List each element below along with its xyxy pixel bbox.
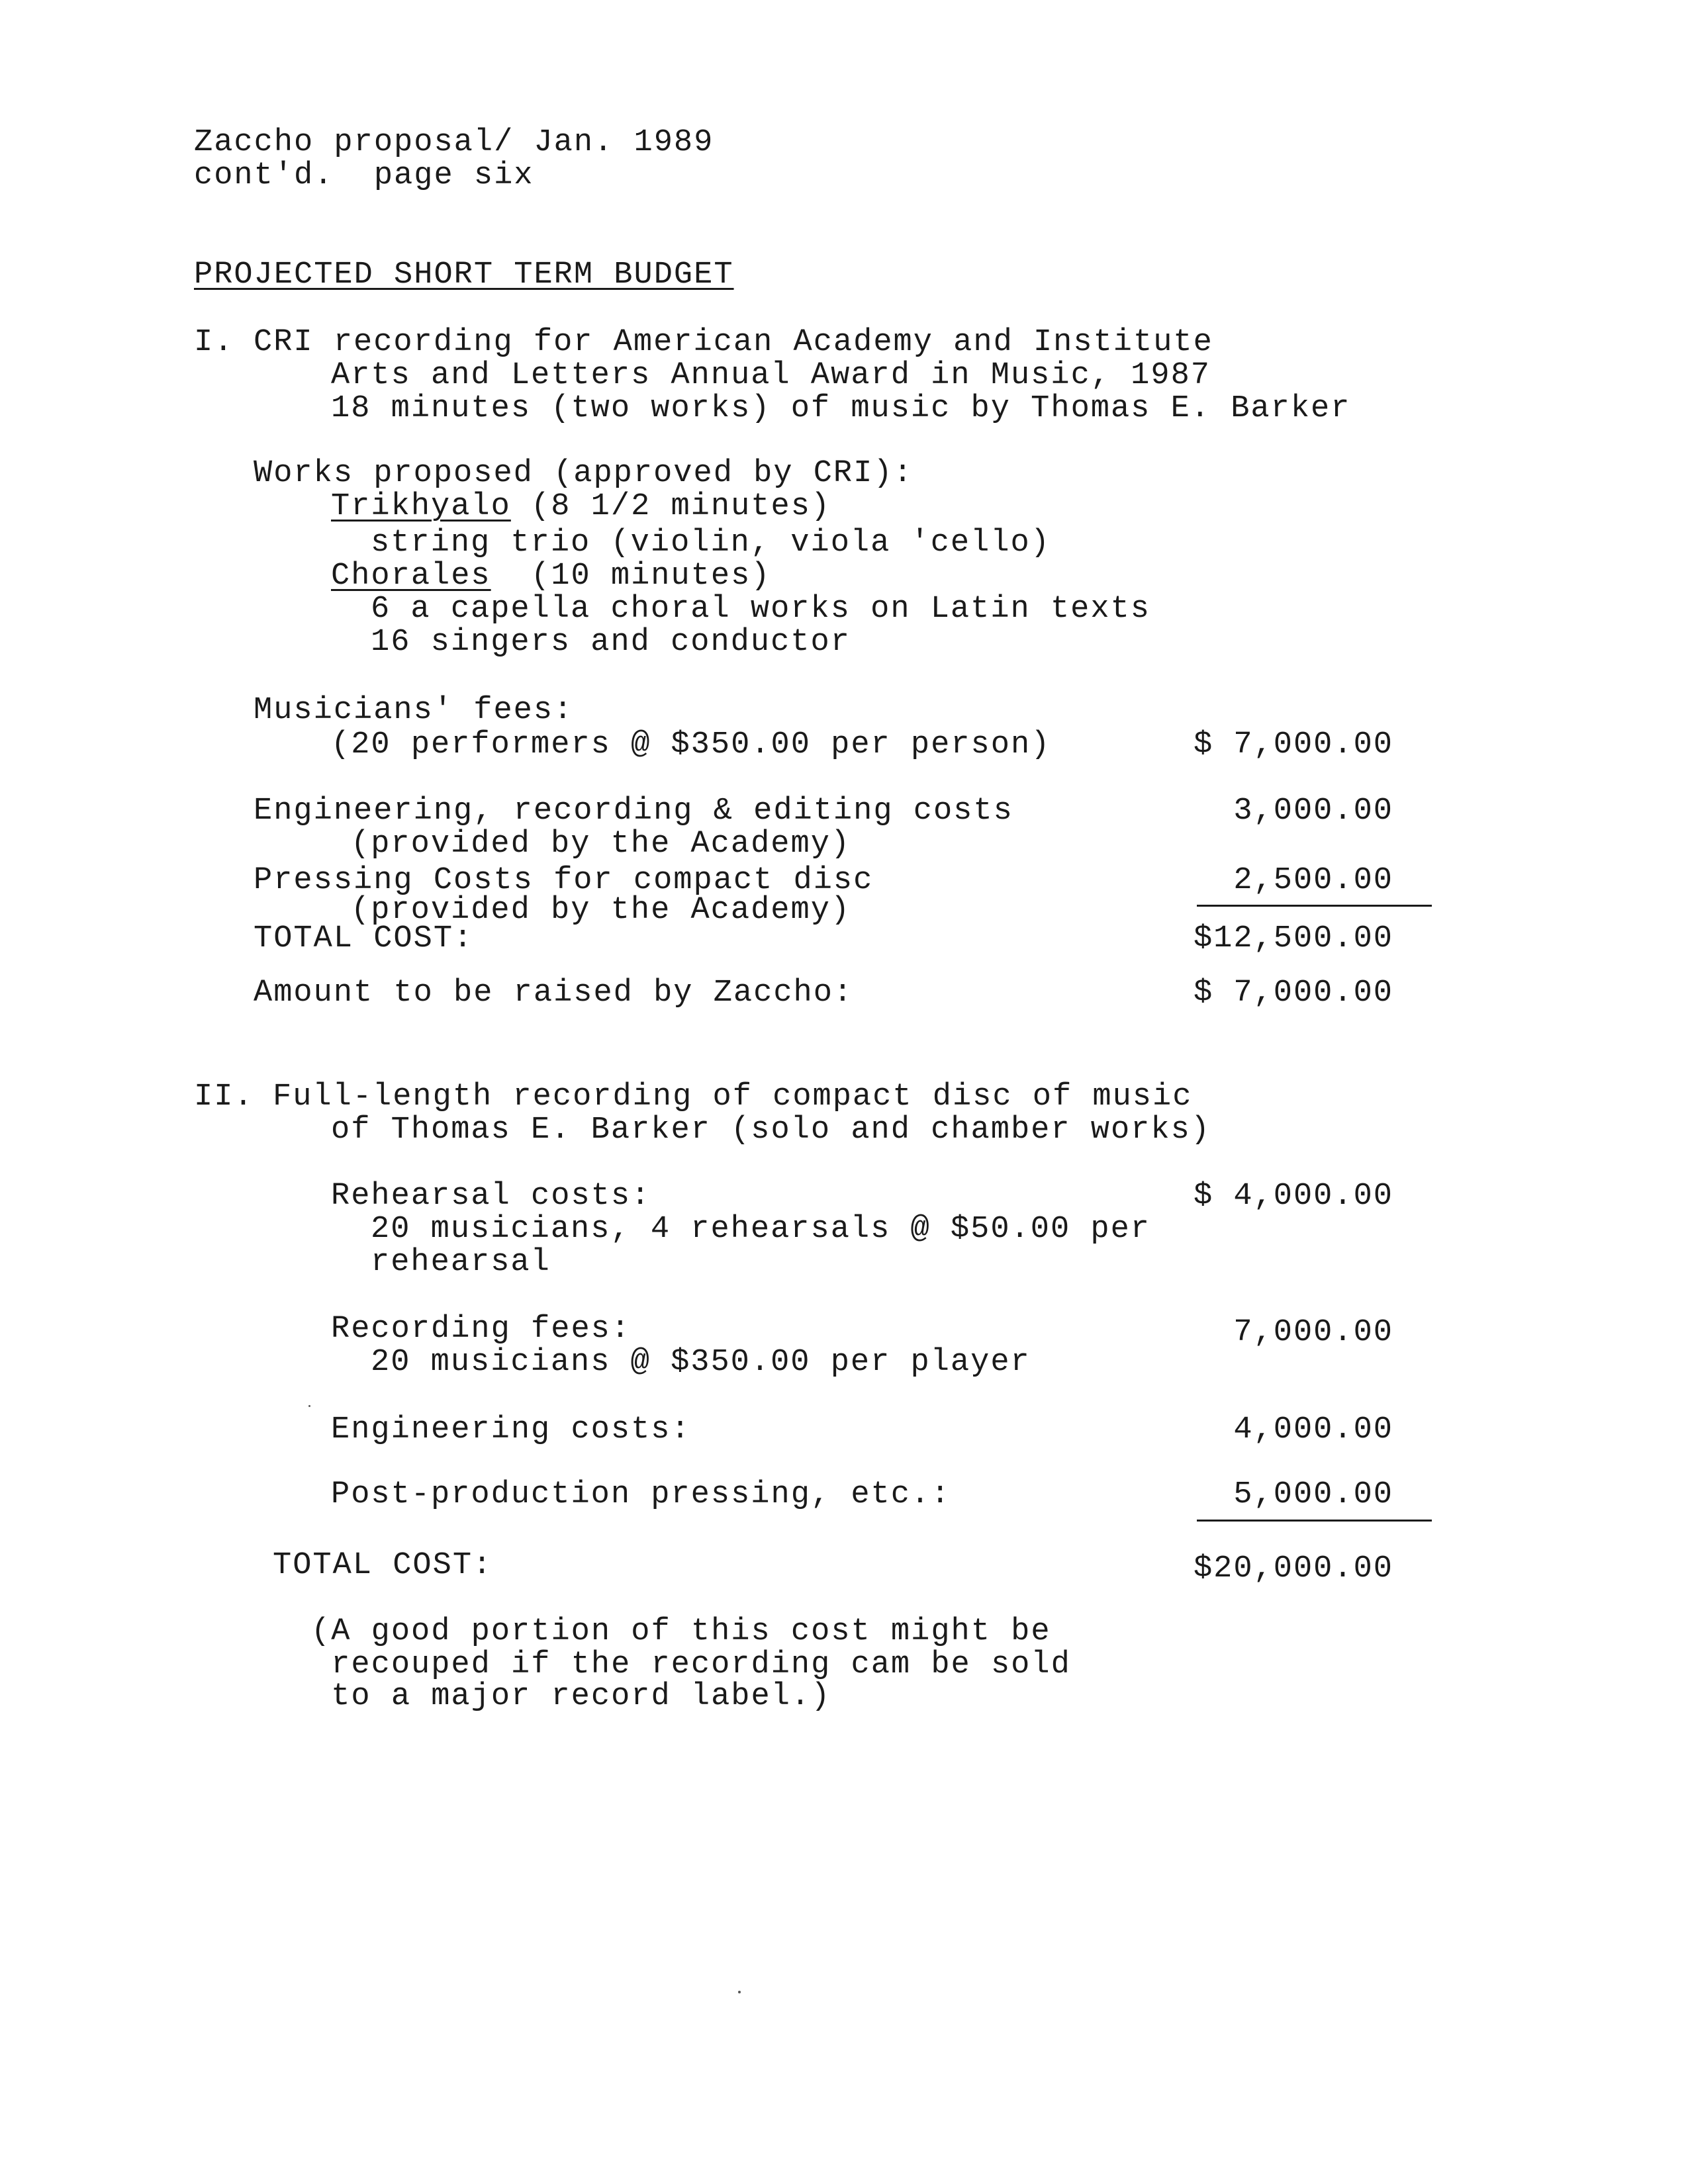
raised-label: Amount to be raised by Zaccho:: [254, 976, 854, 1011]
recording-fees-label: Recording fees:: [331, 1312, 632, 1347]
section1-heading: CRI recording for American Academy and Institute: [254, 325, 1213, 360]
engineering-note: (provided by the Academy): [351, 827, 851, 862]
pressing-amount: 2,500.00: [1233, 863, 1393, 898]
section2-heading: Full-length recording of compact disc of music: [273, 1079, 1193, 1115]
section1-line-3: 18 minutes (two works) of music by Thomas E. Barker: [331, 391, 1351, 426]
work1-description: string trio (violin, viola 'cello): [371, 525, 1051, 561]
rehearsal-detail-1: 20 musicians, 4 rehearsals @ $50.00 per: [371, 1212, 1150, 1247]
section2-numeral: II.: [194, 1079, 254, 1115]
rehearsal-amount: $ 4,000.00: [1193, 1179, 1393, 1214]
recording-fees-amount: 7,000.00: [1233, 1315, 1393, 1350]
recording-fees-detail: 20 musicians @ $350.00 per player: [371, 1345, 1031, 1380]
work2-line: [331, 559, 771, 594]
section2-total-label: TOTAL COST:: [273, 1548, 493, 1583]
note-line-1: (A good portion of this cost might be: [311, 1614, 1051, 1649]
section2-engineering-label: Engineering costs:: [331, 1412, 691, 1447]
section2-engineering-amount: 4,000.00: [1233, 1412, 1393, 1447]
work1-line: [331, 490, 831, 524]
note-line-3: to a major record label.): [311, 1679, 831, 1714]
raised-amount: $ 7,000.00: [1193, 976, 1393, 1011]
work2-description-1: 6 a capella choral works on Latin texts: [371, 592, 1150, 627]
post-production-amount: 5,000.00: [1233, 1477, 1393, 1512]
musicians-fees-amount: $ 7,000.00: [1193, 727, 1393, 762]
section1-total-label: TOTAL COST:: [254, 921, 474, 956]
section2-total-amount: $20,000.00: [1193, 1551, 1393, 1586]
work1-duration: (8 1/2 minutes): [510, 489, 831, 524]
section2-line-2: of Thomas E. Barker (solo and chamber works): [331, 1113, 1211, 1148]
rehearsal-label: Rehearsal costs:: [331, 1179, 651, 1214]
section1-subtotal-rule: [1197, 905, 1432, 907]
work1-title: Trikhyalo: [331, 489, 511, 524]
musicians-fees-detail: (20 performers @ $350.00 per person): [331, 727, 1051, 762]
engineering-amount: 3,000.00: [1233, 794, 1393, 829]
section1-total-amount: $12,500.00: [1193, 921, 1393, 956]
note-line-2: recouped if the recording cam be sold: [311, 1647, 1071, 1682]
post-production-label: Post-production pressing, etc.:: [331, 1477, 951, 1512]
musicians-fees-label: Musicians' fees:: [254, 693, 574, 728]
pressing-note: (provided by the Academy): [351, 893, 851, 928]
document-title: PROJECTED SHORT TERM BUDGET: [194, 257, 734, 293]
engineering-label: Engineering, recording & editing costs: [254, 794, 1013, 829]
section2-subtotal-rule: [1197, 1520, 1432, 1522]
section1-line-2: Arts and Letters Annual Award in Music, 1987: [331, 358, 1211, 393]
work2-duration: (10 minutes): [491, 559, 771, 594]
header-line-2: cont'd. page six: [194, 158, 534, 193]
rehearsal-detail-2: rehearsal: [371, 1245, 551, 1280]
section1-numeral: I.: [194, 325, 234, 360]
work2-description-2: 16 singers and conductor: [371, 625, 851, 660]
scan-speck: [738, 1991, 741, 1993]
scan-speck: [308, 1405, 310, 1407]
works-intro: Works proposed (approved by CRI):: [254, 456, 914, 491]
work2-title: Chorales: [331, 559, 491, 594]
header-line-1: Zaccho proposal/ Jan. 1989: [194, 125, 714, 160]
pressing-label: Pressing Costs for compact disc: [254, 863, 874, 898]
